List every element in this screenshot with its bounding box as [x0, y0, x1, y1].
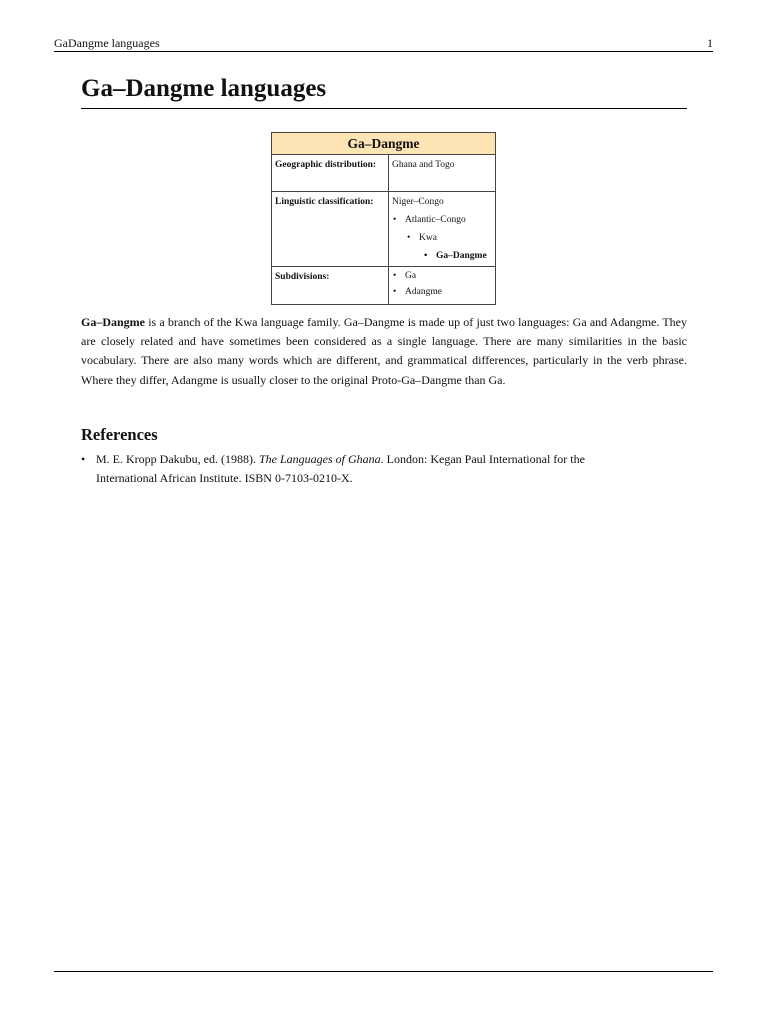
- body-paragraph: [81, 313, 687, 390]
- subdivision-item: • Ga: [392, 268, 492, 284]
- infobox-label-subdivisions: Subdivisions:: [272, 267, 389, 305]
- running-title: GaDangme languages: [54, 36, 160, 50]
- lead-term: Ga–Dangme: [81, 315, 145, 329]
- classification-tree: [392, 211, 492, 265]
- page-number: 1: [707, 36, 713, 50]
- page-title: Ga–Dangme languages: [81, 74, 687, 109]
- references-list: [81, 450, 641, 488]
- classification-level-2: • Kwa: [406, 229, 492, 247]
- reference-publisher: . London: Kegan Paul International for the International African Institute. ISBN 0-7103-0210-X.: [96, 452, 585, 485]
- subdivision-list: [392, 268, 492, 300]
- infobox-value-classification: [389, 192, 496, 267]
- classification-root: Niger–Congo: [392, 197, 444, 207]
- reference-author: M. E. Kropp Dakubu, ed. (1988).: [96, 452, 259, 466]
- infobox-row-distribution: [272, 155, 496, 192]
- infobox-label-distribution: Geographic distribution:: [272, 155, 389, 192]
- reference-book-title: The Languages of Ghana: [258, 452, 381, 466]
- reference-item: [81, 450, 641, 488]
- references-heading: References: [81, 425, 158, 444]
- body-text: is a branch of the Kwa language family. Ga–Dangme is made up of just two languages: Ga and Adangme. They are closely related and have sometimes been considered as a single language. There are many similarities in the basic vocabulary. There are also many words which are different, and grammatical differences, particularly in the verb phrase. Where they differ, Adangme is usually closer to the original Proto-Ga–Dangme than Ga.: [81, 315, 687, 387]
- infobox-value-subdivisions: [389, 267, 496, 305]
- infobox-value-distribution: Ghana and Togo: [389, 155, 496, 192]
- infobox-row-classification: [272, 192, 496, 267]
- classification-level-1: • Atlantic–Congo: [392, 211, 492, 229]
- subdivision-item: • Adangme: [392, 284, 492, 300]
- classification-level-3: • Ga–Dangme: [423, 247, 492, 265]
- infobox: [271, 132, 496, 305]
- infobox-row-subdivisions: [272, 267, 496, 305]
- infobox-label-classification: Linguistic classification:: [272, 192, 389, 267]
- footer-rule: [54, 971, 713, 972]
- running-header: [54, 35, 713, 52]
- infobox-heading: Ga–Dangme: [272, 133, 496, 155]
